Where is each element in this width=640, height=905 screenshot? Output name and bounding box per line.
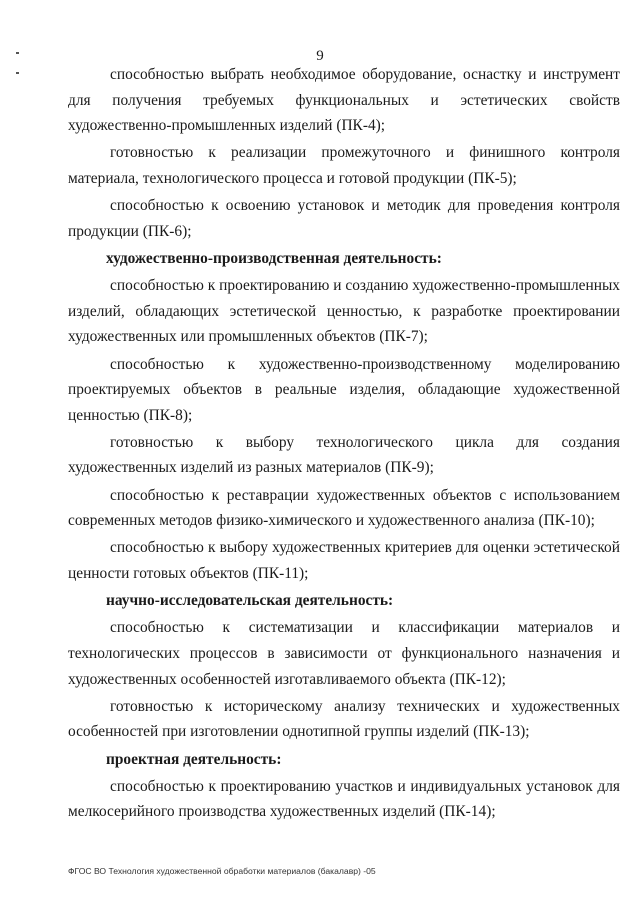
- paragraph-pk8: способностью к художественно-производственному моделированию проектируемых объектов в реальные изделия, обладающие художественной ценностью (ПК-8);: [68, 355, 620, 424]
- paragraph-pk6: способностью к освоению установок и методик для проведения контроля продукции (ПК-6);: [68, 197, 620, 240]
- edge-mark: [16, 72, 19, 74]
- document-body: [68, 62, 620, 827]
- page-footer: ФГОС ВО Технология художественной обработки материалов (бакалавр) -05: [68, 866, 376, 876]
- paragraph-pk13: готовностью к историческому анализу технических и художественных особенностей при изготовлении однотипной группы изделий (ПК-13);: [68, 697, 620, 741]
- section-heading-artistic-production: художественно-производственная деятельность:: [106, 249, 442, 267]
- paragraph-pk5: готовностью к реализации промежуточного и финишного контроля материала, технологического процесса и готовой продукции (ПК-5);: [68, 144, 620, 187]
- paragraph-pk7: способностью к проектированию и созданию художественно-промышленных изделий, обладающих эстетической ценностью, к разработке проектировании художественных или промышленных объектов (ПК-7);: [68, 277, 620, 346]
- page-number: 9: [316, 48, 324, 64]
- section-heading-project: проектная деятельность:: [106, 750, 282, 768]
- paragraph-pk4: способностью выбрать необходимое оборудование, оснастку и инструмент для получения требуемых функциональных и эстетических свойств художественно-промышленных изделий (ПК-4);: [68, 66, 620, 135]
- paragraph-pk11: способностью к выбору художественных критериев для оценки эстетической ценности готовых объектов (ПК-11);: [68, 539, 620, 583]
- section-heading-research: научно-исследовательская деятельность:: [106, 592, 394, 610]
- paragraph-pk14: способностью к проектированию участков и индивидуальных установок для мелкосерийного производства художественных изделий (ПК-14);: [68, 777, 620, 821]
- paragraph-pk12: способностью к систематизации и классификации материалов и технологических процессов в зависимости от функционального назначения и художественных особенностей изготавливаемого объекта (ПК-12);: [68, 619, 620, 688]
- paragraph-pk10: способностью к реставрации художественных объектов с использованием современных методов физико-химического и художественного анализа (ПК-10);: [68, 486, 620, 530]
- paragraph-pk9: готовностью к выбору технологического цикла для создания художественных изделий из разных материалов (ПК-9);: [68, 433, 620, 477]
